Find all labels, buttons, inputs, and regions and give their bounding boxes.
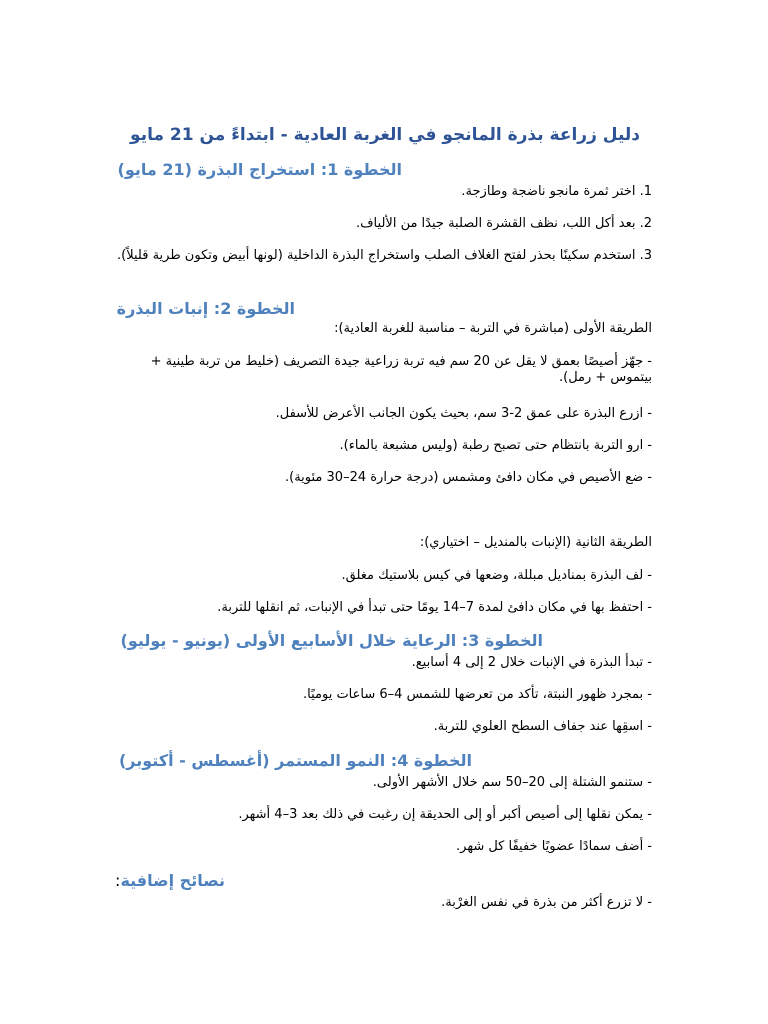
step2-method2-item-2: - احتفظ بها في مكان دافئ لمدة 7–14 يومًا حتى تبدأ في الإنبات، ثم انقلها للتربة. — [217, 600, 652, 615]
step2-method1-item-1: - جهّز أصيصًا بعمق لا يقل عن 20 سم فيه تربة زراعية جيدة التصريف (خليط من تربة طينية + بيتموس + رمل). — [150, 354, 652, 385]
step4-item-1: - ستنمو الشتلة إلى 20–50 سم خلال الأشهر الأولى. — [372, 775, 652, 790]
step3-item-2: - بمجرد ظهور النبتة، تأكد من تعرضها للشمس 4–6 ساعات يوميًا. — [303, 687, 652, 702]
tips-heading-text: نصائح إضافية — [120, 871, 225, 890]
step1-item-1: 1. اختر ثمرة مانجو ناضجة وطازجة. — [461, 184, 652, 199]
tips-heading — [112, 871, 225, 891]
step3-item-3: - اسقِها عند جفاف السطح العلوي للتربة. — [433, 719, 652, 734]
tips-item-1: - لا تزرع أكثر من بذرة في نفس الغرْبة. — [441, 895, 652, 910]
step2-method1-item-2: - ازرع البذرة على عمق 2-3 سم، بحيث يكون الجانب الأعرض للأسفل. — [275, 406, 652, 421]
step2-heading: الخطوة 2: إنبات البذرة — [116, 299, 295, 318]
document-title: دليل زراعة بذرة المانجو في الغربة العادية - ابتداءً من 21 مايو — [130, 125, 640, 145]
step4-heading: الخطوة 4: النمو المستمر (أغسطس - أكتوبر) — [118, 751, 472, 770]
step1-item-3: 3. استخدم سكينًا بحذر لفتح الغلاف الصلب واستخراج البذرة الداخلية (لونها أبيض وتكون طرية قليلاً). — [117, 248, 652, 263]
method1-title: الطريقة الأولى (مباشرة في التربة – مناسبة للغربة العادية): — [334, 321, 652, 336]
step4-item-3: - أضف سمادًا عضويًا خفيفًا كل شهر. — [456, 839, 652, 854]
tips-heading-colon: : — [115, 871, 121, 890]
step2-method1-item-3: - ارو التربة بانتظام حتى تصبح رطبة (وليس مشبعة بالماء). — [339, 438, 652, 453]
method2-title: الطريقة الثانية (الإنبات بالمنديل – اختياري): — [419, 535, 652, 550]
step4-item-2: - يمكن نقلها إلى أصيص أكبر أو إلى الحديقة إن رغبت في ذلك بعد 3–4 أشهر. — [238, 807, 652, 822]
step3-item-1: - تبدأ البذرة في الإنبات خلال 2 إلى 4 أسابيع. — [411, 655, 652, 670]
step1-heading: الخطوة 1: استخراج البذرة (21 مايو) — [117, 160, 402, 179]
step2-method1-item-4: - ضع الأصيص في مكان دافئ ومشمس (درجة حرارة 24–30 مئوية). — [284, 470, 652, 485]
step3-heading: الخطوة 3: الرعاية خلال الأسابيع الأولى (يونيو - يوليو) — [120, 631, 543, 650]
step1-item-2: 2. بعد أكل اللب، نظف القشرة الصلبة جيدًا من الألياف. — [355, 216, 652, 231]
step2-method2-item-1: - لف البذرة بمناديل مبللة، وضعها في كيس بلاستيك مغلق. — [341, 568, 652, 583]
